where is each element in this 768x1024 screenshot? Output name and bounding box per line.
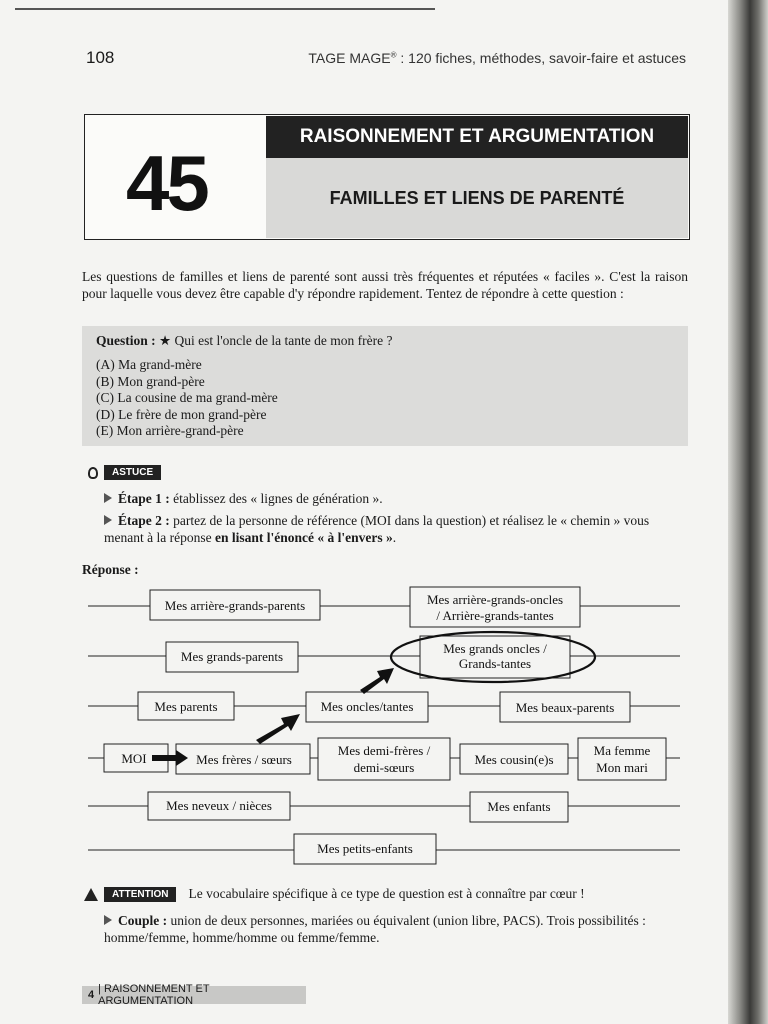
label-demi-2: demi-sœurs xyxy=(353,760,415,775)
label-mari: Mon mari xyxy=(596,760,648,775)
label-petits-enfants: Mes petits-enfants xyxy=(317,841,413,856)
label-parents: Mes parents xyxy=(154,699,218,714)
registered-mark: ® xyxy=(390,50,397,60)
option-d: (D) Le frère de mon grand-père xyxy=(96,406,267,422)
page-number: 108 xyxy=(86,48,115,67)
step-2-label: Étape 2 : xyxy=(118,513,170,528)
star-icon: ★ xyxy=(159,333,172,348)
label-arriere-grands-parents: Mes arrière-grands-parents xyxy=(164,598,306,613)
arrow-to-grands-oncles-icon xyxy=(360,668,394,694)
step-2-emphasis: en lisant l'énoncé « à l'envers » xyxy=(214,530,393,545)
book-subtitle: : 120 fiches, méthodes, savoir-faire et astuces xyxy=(396,50,686,66)
footer-text: | RAISONNEMENT ET ARGUMENTATION xyxy=(98,983,210,1007)
option-a: (A) Ma grand-mère xyxy=(96,357,202,372)
label-enfants: Mes enfants xyxy=(487,799,551,814)
label-cousins: Mes cousin(e)s xyxy=(474,752,554,767)
option-b: (B) Mon grand-père xyxy=(96,373,205,389)
couple-definition xyxy=(104,912,688,946)
book-title: TAGE MAGE xyxy=(308,50,391,66)
step-1-label: Étape 1 : xyxy=(118,491,170,506)
label-arriere-grands-oncles-1: Mes arrière-grands-oncles xyxy=(426,592,564,607)
question-label: Question : xyxy=(96,333,156,348)
option-e: (E) Mon arrière-grand-père xyxy=(96,423,244,438)
label-grands-parents: Mes grands-parents xyxy=(180,649,284,664)
question-text: Qui est l'oncle de la tante de mon frère ? xyxy=(171,333,393,348)
attention-text: Le vocabulaire spécifique à ce type de question est à connaître par cœur ! xyxy=(188,886,585,901)
label-beaux-parents: Mes beaux-parents xyxy=(515,700,615,715)
label-grands-oncles-1: Mes grands oncles / xyxy=(443,641,547,656)
label-neveux: Mes neveux / nièces xyxy=(166,798,272,813)
footer-number: 4 xyxy=(88,989,95,1001)
chapter-number: 45 xyxy=(126,139,207,227)
chapter-title: RAISONNEMENT ET ARGUMENTATION xyxy=(266,116,688,158)
triangle-bullet-icon xyxy=(104,915,112,925)
label-freres-soeurs: Mes frères / sœurs xyxy=(196,752,292,767)
arrow-to-oncles-icon xyxy=(256,714,300,744)
step-2-text: partez de la personne de référence (MOI dans la question) et réalisez le « chemin » vous menant à la réponse xyxy=(104,513,650,545)
attention-tag: ATTENTION xyxy=(104,887,176,902)
label-oncles-tantes: Mes oncles/tantes xyxy=(320,699,414,714)
label-arriere-grands-oncles-2: / Arrière-grands-tantes xyxy=(436,608,554,623)
chapter-subtitle: FAMILLES ET LIENS DE PARENTÉ xyxy=(266,158,688,238)
reponse-label: Réponse : xyxy=(82,562,139,577)
label-demi-1: Mes demi-frères / xyxy=(337,743,431,758)
step-2-end: . xyxy=(392,530,397,545)
label-grands-oncles-2: Grands-tantes xyxy=(458,656,532,671)
page-footer xyxy=(82,983,306,1007)
step-1-text: établissez des « lignes de génération ». xyxy=(169,491,383,506)
intro-paragraph: Les questions de familles et liens de parenté sont aussi très fréquentes et réputées « faciles ». C'est la raison pour laquelle vous devez être capable d'y répondre rapidement. Tentez de répondre à cette question : xyxy=(82,269,688,301)
label-femme: Ma femme xyxy=(593,743,651,758)
label-moi: MOI xyxy=(121,751,147,766)
couple-text: union de deux personnes, mariées ou équivalent (union libre, PACS). Trois possibilités : homme/femme, homme/homme ou femme/femme. xyxy=(104,913,646,945)
couple-label: Couple : xyxy=(118,913,168,928)
warning-icon xyxy=(84,888,98,901)
option-c: (C) La cousine de ma grand-mère xyxy=(96,390,278,405)
attention-line xyxy=(84,886,585,902)
astuce-tag: ASTUCE xyxy=(104,465,161,480)
